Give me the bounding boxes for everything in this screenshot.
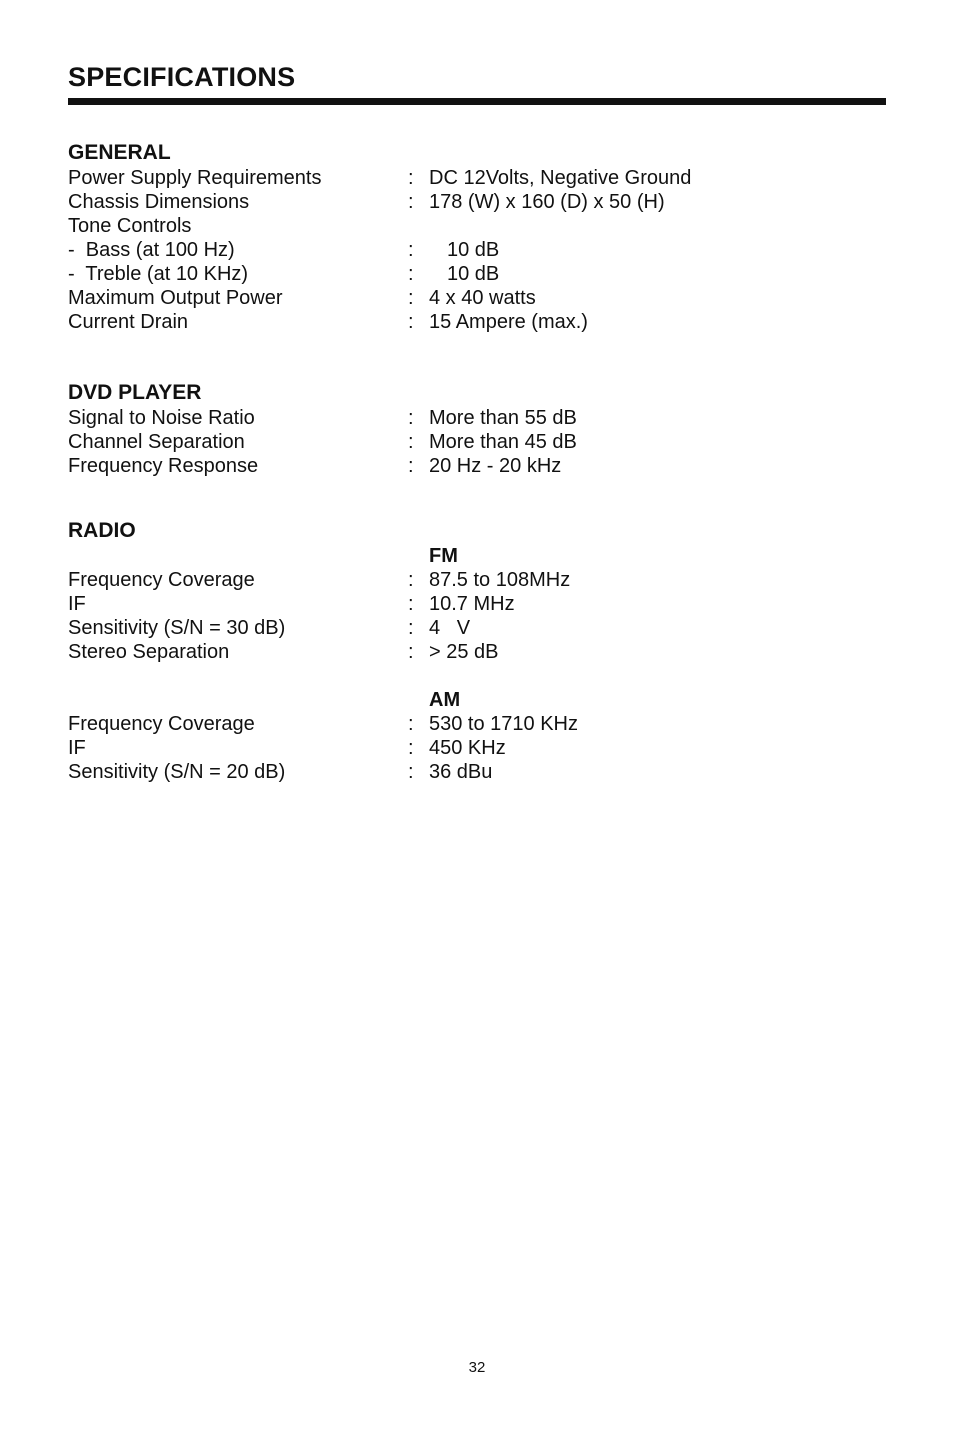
spec-colon: : bbox=[408, 593, 414, 615]
spec-colon: : bbox=[408, 239, 414, 261]
spec-label: Sensitivity (S/N = 20 dB) bbox=[68, 761, 286, 783]
title-rule bbox=[68, 98, 886, 105]
spec-label: Frequency Response bbox=[68, 455, 259, 477]
page-title: SPECIFICATIONS bbox=[68, 62, 296, 92]
section-heading-general: GENERAL bbox=[68, 141, 171, 164]
spec-colon: : bbox=[408, 191, 414, 213]
spec-label: Signal to Noise Ratio bbox=[68, 407, 255, 429]
spec-value: 20 Hz - 20 kHz bbox=[429, 455, 562, 477]
spec-row bbox=[68, 454, 886, 478]
spec-colon: : bbox=[408, 641, 414, 663]
spec-value: 10.7 MHz bbox=[429, 593, 515, 615]
spec-colon: : bbox=[408, 617, 414, 639]
spec-row bbox=[68, 616, 886, 640]
band-spacer bbox=[68, 664, 886, 688]
band-heading-label: AM bbox=[429, 689, 461, 711]
spec-row bbox=[68, 640, 886, 664]
general-section bbox=[68, 140, 886, 334]
spec-row bbox=[68, 592, 886, 616]
spec-colon: : bbox=[408, 737, 414, 759]
spec-row bbox=[68, 430, 886, 454]
spec-label: Power Supply Requirements bbox=[68, 167, 322, 189]
section-spacer bbox=[68, 334, 886, 380]
spec-value: More than 45 dB bbox=[429, 431, 577, 453]
band-heading-label: FM bbox=[429, 545, 458, 567]
spec-value: 10 dB bbox=[447, 263, 500, 285]
spec-value: 178 (W) x 160 (D) x 50 (H) bbox=[429, 191, 665, 213]
spec-label: - Treble (at 10 KHz) bbox=[68, 263, 249, 285]
section-spacer bbox=[68, 478, 886, 518]
spec-row bbox=[68, 736, 886, 760]
spec-colon: : bbox=[408, 167, 414, 189]
dvd-player-section bbox=[68, 380, 886, 478]
band-heading-fm bbox=[68, 544, 886, 568]
spec-colon: : bbox=[408, 569, 414, 591]
spec-value: DC 12Volts, Negative Ground bbox=[429, 167, 692, 189]
page-number: 32 bbox=[468, 1359, 486, 1376]
band-heading-am bbox=[68, 688, 886, 712]
spec-colon: : bbox=[408, 455, 414, 477]
spec-value: 87.5 to 108MHz bbox=[429, 569, 571, 591]
spec-label: Chassis Dimensions bbox=[68, 191, 250, 213]
spec-label: IF bbox=[68, 593, 86, 615]
spec-label: Channel Separation bbox=[68, 431, 245, 453]
spec-row bbox=[68, 406, 886, 430]
spec-row bbox=[68, 310, 886, 334]
spec-label: IF bbox=[68, 737, 86, 759]
spec-colon: : bbox=[408, 287, 414, 309]
spec-colon: : bbox=[408, 263, 414, 285]
spec-row bbox=[68, 238, 886, 262]
spec-value: > 25 dB bbox=[429, 641, 499, 663]
spec-colon: : bbox=[408, 407, 414, 429]
spec-label: Current Drain bbox=[68, 311, 189, 333]
spec-value: 36 dBu bbox=[429, 761, 493, 783]
spec-value: 450 KHz bbox=[429, 737, 506, 759]
spec-row bbox=[68, 190, 886, 214]
section-heading-dvd-player: DVD PLAYER bbox=[68, 381, 202, 404]
spec-row bbox=[68, 166, 886, 190]
spec-colon: : bbox=[408, 761, 414, 783]
spec-value: 4 V bbox=[429, 617, 471, 639]
radio-section bbox=[68, 518, 886, 784]
spec-value: 15 Ampere (max.) bbox=[429, 311, 588, 333]
spec-label: Sensitivity (S/N = 30 dB) bbox=[68, 617, 286, 639]
spec-label: Maximum Output Power bbox=[68, 287, 283, 309]
spec-value: 10 dB bbox=[447, 239, 500, 261]
spec-colon: : bbox=[408, 713, 414, 735]
spec-colon: : bbox=[408, 431, 414, 453]
spec-value: 530 to 1710 KHz bbox=[429, 713, 578, 735]
section-heading-radio: RADIO bbox=[68, 519, 136, 542]
spec-colon: : bbox=[408, 311, 414, 333]
spec-row bbox=[68, 760, 886, 784]
spec-label: Frequency Coverage bbox=[68, 569, 255, 591]
spec-label: Tone Controls bbox=[68, 215, 192, 237]
spec-label: Stereo Separation bbox=[68, 641, 230, 663]
spec-row bbox=[68, 712, 886, 736]
spec-row bbox=[68, 568, 886, 592]
specifications-content bbox=[68, 140, 886, 784]
spec-label: - Bass (at 100 Hz) bbox=[68, 239, 235, 261]
spec-value: More than 55 dB bbox=[429, 407, 577, 429]
spec-row bbox=[68, 262, 886, 286]
spec-value: 4 x 40 watts bbox=[429, 287, 536, 309]
spec-row bbox=[68, 286, 886, 310]
spec-label: Frequency Coverage bbox=[68, 713, 255, 735]
spec-row bbox=[68, 214, 886, 238]
